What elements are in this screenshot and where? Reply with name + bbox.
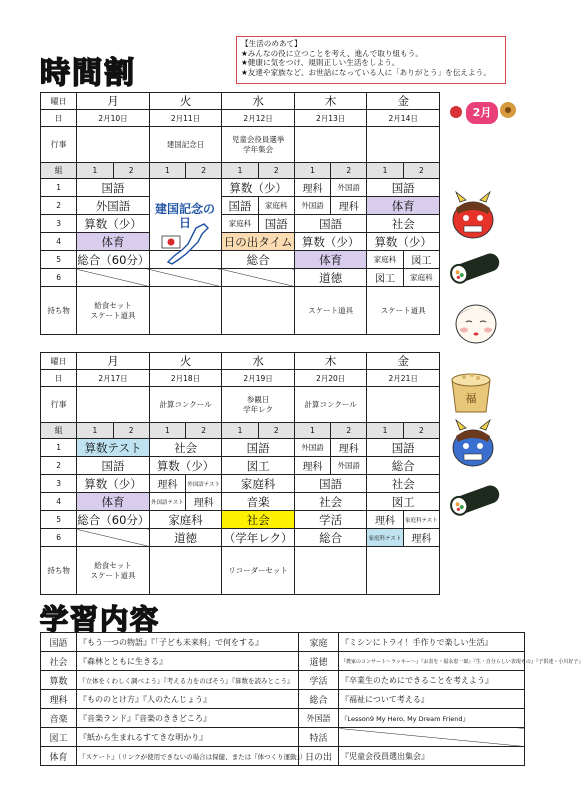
- event-wed: 参観日 学年レク: [222, 387, 295, 423]
- day-thu: 木: [294, 93, 367, 110]
- event-fri: [367, 127, 440, 163]
- period-2: 2: [41, 457, 77, 475]
- content-empty: [339, 728, 525, 747]
- okame-mask-icon: [452, 300, 500, 346]
- content: 『森林とともに生きる』: [77, 652, 299, 671]
- lesson: 社会: [149, 439, 222, 457]
- items-fri: [367, 547, 440, 595]
- subject: 総合: [299, 690, 339, 709]
- lesson: 道徳: [149, 529, 222, 547]
- event-thu: [294, 127, 367, 163]
- event-wed: 児童会役員選挙 学年集会: [222, 127, 295, 163]
- items-thu: スケート道具: [294, 287, 367, 335]
- ehomaki-icon: [448, 246, 508, 288]
- lesson: 図工: [403, 251, 439, 269]
- lesson: 外国語: [331, 179, 367, 197]
- lesson: 外国語テスト: [149, 493, 185, 511]
- lesson: 家庭科: [258, 197, 294, 215]
- lesson: 外国語: [77, 197, 150, 215]
- goal-item: ★健康に気をつけ、規則正しい生活をしよう。: [241, 58, 400, 68]
- class-num: 2: [331, 423, 367, 439]
- lesson: 算数テスト: [77, 439, 150, 457]
- class-num: 2: [113, 163, 149, 179]
- class-num: 1: [367, 423, 403, 439]
- lesson: 算数（少）: [149, 457, 222, 475]
- subject: 算数: [41, 671, 77, 690]
- lesson: 国語: [258, 215, 294, 233]
- kenkoku-kinenbi-illustration: [152, 198, 218, 276]
- row-label-mochimono: 持ち物: [41, 547, 77, 595]
- items-wed: リコーダーセット: [222, 547, 295, 595]
- period-1: 1: [41, 439, 77, 457]
- lesson: 社会: [222, 511, 295, 529]
- content: 『福祉について考える』: [339, 690, 525, 709]
- row-label-youbi: 曜日: [41, 93, 77, 110]
- lesson: 家庭科: [403, 269, 439, 287]
- subject: 道徳: [299, 652, 339, 671]
- day-fri: 金: [367, 353, 440, 370]
- subject: 日の出: [299, 747, 339, 766]
- content: 『農家のコンサート～ラッキー～』『お表を・福永恵一郎』『生・自分らしい表現もの』『子供達・小川好子』: [339, 652, 525, 671]
- subject: 家庭: [299, 633, 339, 652]
- content: 『立体をくわしく調べよう』『考える力をのばそう』『算数を読みとこう』: [77, 671, 299, 690]
- row-label-kumi: 組: [41, 423, 77, 439]
- lesson: 国語: [77, 179, 150, 197]
- lesson: 道徳: [294, 269, 367, 287]
- lesson: 家庭科: [222, 215, 258, 233]
- content: 『もう一つの物語』『「子ども未来科」で何をする』: [77, 633, 299, 652]
- lesson: （学年レク）: [223, 530, 293, 545]
- kinen-text: 建国記念の日: [154, 202, 215, 230]
- event-thu: 計算コンクール: [294, 387, 367, 423]
- lesson: 体育: [367, 197, 440, 215]
- lesson: 算数（少）: [222, 179, 295, 197]
- row-label-gyouji: 行事: [41, 127, 77, 163]
- lesson: 総合: [294, 529, 367, 547]
- life-goals-box: [236, 36, 506, 84]
- class-num: 2: [331, 163, 367, 179]
- event-fri: [367, 387, 440, 423]
- lesson: 総合（60分）: [77, 512, 150, 527]
- february-badge-text: 2月: [472, 106, 492, 119]
- content: 『スケート』（リンクが使用できないの場合は保健、または『体つくり運動』）: [77, 747, 299, 766]
- date-fri: 2月14日: [367, 110, 440, 127]
- timetable-week-2: [40, 352, 440, 595]
- period-2: 2: [41, 197, 77, 215]
- row-label-youbi: 曜日: [41, 353, 77, 370]
- class-num: 2: [113, 423, 149, 439]
- day-fri: 金: [367, 93, 440, 110]
- class-num: 2: [186, 423, 222, 439]
- study-content-table: [40, 632, 583, 766]
- content: 『もののとけ方』『人のたんじょう』: [77, 690, 299, 709]
- lesson: 国語: [294, 475, 367, 493]
- class-num: 1: [77, 163, 113, 179]
- date-thu: 2月13日: [294, 110, 367, 127]
- empty-cell: [77, 269, 150, 287]
- row-label-kumi: 組: [41, 163, 77, 179]
- lesson: 国語: [222, 439, 295, 457]
- lesson: 総合: [222, 251, 295, 269]
- period-1: 1: [41, 179, 77, 197]
- date-mon: 2月17日: [77, 370, 150, 387]
- lesson: 総合（60分）: [77, 252, 150, 267]
- row-label-hi: 日: [41, 370, 77, 387]
- lesson: 家庭科: [367, 251, 403, 269]
- event-mon: [77, 387, 150, 423]
- lesson: 理科: [331, 439, 367, 457]
- content: 『卒業生のためにできることを考えよう』: [339, 671, 525, 690]
- date-tue: 2月11日: [149, 110, 222, 127]
- masu-beans-icon: [448, 366, 494, 414]
- class-num: 2: [403, 423, 439, 439]
- day-thu: 木: [294, 353, 367, 370]
- lesson: 図工: [367, 269, 403, 287]
- subject: 理科: [41, 690, 77, 709]
- subject: 特活: [299, 728, 339, 747]
- day-tue: 火: [149, 353, 222, 370]
- blue-oni-icon: [448, 420, 498, 468]
- lesson: 理科: [294, 457, 330, 475]
- ehomaki-icon: [448, 478, 508, 520]
- day-wed: 水: [222, 353, 295, 370]
- lesson: 算数（少）: [77, 215, 150, 233]
- event-tue: 計算コンクール: [149, 387, 222, 423]
- lesson: 音楽: [222, 493, 295, 511]
- lesson: 社会: [294, 493, 367, 511]
- lesson: 理科: [186, 493, 222, 511]
- lesson: 理科: [294, 179, 330, 197]
- lesson: 日の出タイム: [223, 234, 293, 249]
- timetable-week-1: [40, 92, 440, 335]
- day-mon: 月: [77, 93, 150, 110]
- lesson: 家庭科テスト: [367, 529, 403, 547]
- items-tue: [149, 287, 222, 335]
- class-num: 1: [149, 163, 185, 179]
- content: 『音楽ランド』『音楽のききどころ』: [77, 709, 299, 728]
- lesson: 理科: [403, 529, 439, 547]
- lesson: 外国語: [294, 439, 330, 457]
- day-tue: 火: [149, 93, 222, 110]
- event-tue: 建国記念日: [149, 127, 222, 163]
- period-3: 3: [41, 475, 77, 493]
- date-fri: 2月21日: [367, 370, 440, 387]
- date-wed: 2月12日: [222, 110, 295, 127]
- lesson: 理科: [149, 475, 185, 493]
- lesson: 国語: [77, 457, 150, 475]
- event-mon: [77, 127, 150, 163]
- content: 『紙から生まれるすてきな明かり』: [77, 728, 299, 747]
- lesson: 体育: [77, 493, 150, 511]
- lesson: 外国語: [294, 197, 330, 215]
- lesson: 国語: [294, 215, 367, 233]
- subject: 体育: [41, 747, 77, 766]
- items-mon: 給食セット スケート道具: [77, 547, 150, 595]
- lesson: 算数（少）: [77, 475, 150, 493]
- items-wed: [222, 287, 295, 335]
- lesson: 図工: [222, 457, 295, 475]
- goal-item: ★みんなの役に立つことを考え、進んで取り組もう。: [241, 48, 423, 58]
- subject: 外国語: [299, 709, 339, 728]
- lesson: 家庭科: [149, 511, 222, 529]
- subject: 学活: [299, 671, 339, 690]
- goals-heading: 【生活のめあて】: [241, 39, 302, 48]
- period-4: 4: [41, 233, 77, 251]
- content: 『ミシンにトライ！手作りで楽しい生活』: [339, 633, 525, 652]
- class-num: 2: [186, 163, 222, 179]
- lesson: 学活: [294, 511, 367, 529]
- lesson: 総合: [367, 457, 440, 475]
- class-num: 2: [258, 423, 294, 439]
- content: 『児童会役員選出集会』: [339, 747, 525, 766]
- subject: 国語: [41, 633, 77, 652]
- period-6: 6: [41, 529, 77, 547]
- items-thu: [294, 547, 367, 595]
- date-thu: 2月20日: [294, 370, 367, 387]
- row-label-mochimono: 持ち物: [41, 287, 77, 335]
- period-5: 5: [41, 511, 77, 529]
- lesson: 理科: [367, 511, 403, 529]
- class-num: 1: [222, 423, 258, 439]
- subject: 図工: [41, 728, 77, 747]
- lesson: 理科: [331, 197, 367, 215]
- timetable-title: 時間割: [40, 56, 136, 91]
- class-num: 2: [258, 163, 294, 179]
- lesson: 算数（少）: [367, 233, 440, 251]
- date-wed: 2月19日: [222, 370, 295, 387]
- lesson: 社会: [367, 215, 440, 233]
- items-tue: [149, 547, 222, 595]
- day-mon: 月: [77, 353, 150, 370]
- period-4: 4: [41, 493, 77, 511]
- period-6: 6: [41, 269, 77, 287]
- lesson: 家庭科テスト: [403, 511, 439, 529]
- date-mon: 2月10日: [77, 110, 150, 127]
- class-num: 2: [403, 163, 439, 179]
- empty-cell: [77, 529, 150, 547]
- content: 『Lesson9 My Hero, My Dream Friend』: [339, 709, 525, 728]
- class-num: 1: [222, 163, 258, 179]
- row-label-hi: 日: [41, 110, 77, 127]
- lesson: 外国語テスト: [186, 475, 222, 493]
- items-mon: 給食セット スケート道具: [77, 287, 150, 335]
- lesson: 体育: [77, 233, 150, 251]
- day-wed: 水: [222, 93, 295, 110]
- study-content-title: 学習内容: [40, 603, 161, 636]
- subject: 社会: [41, 652, 77, 671]
- row-label-gyouji: 行事: [41, 387, 77, 423]
- class-num: 1: [294, 163, 330, 179]
- lesson: 社会: [367, 475, 440, 493]
- svg-text:福: 福: [465, 392, 477, 405]
- subject: 音楽: [41, 709, 77, 728]
- lesson: 体育: [294, 251, 367, 269]
- class-num: 1: [149, 423, 185, 439]
- date-tue: 2月18日: [149, 370, 222, 387]
- red-oni-icon: [448, 192, 498, 240]
- lesson: 国語: [222, 197, 258, 215]
- empty-cell: [222, 269, 295, 287]
- class-num: 1: [294, 423, 330, 439]
- goal-item: ★友達や家族など、お世話になっている人に「ありがとう」を伝えよう。: [241, 67, 491, 77]
- lesson: 家庭科: [222, 475, 295, 493]
- class-num: 1: [77, 423, 113, 439]
- lesson: 外国語: [331, 457, 367, 475]
- lesson: 図工: [367, 493, 440, 511]
- items-fri: スケート道具: [367, 287, 440, 335]
- lesson: 算数（少）: [294, 233, 367, 251]
- period-3: 3: [41, 215, 77, 233]
- period-5: 5: [41, 251, 77, 269]
- lesson: 国語: [367, 179, 440, 197]
- class-num: 1: [367, 163, 403, 179]
- lesson: 国語: [367, 439, 440, 457]
